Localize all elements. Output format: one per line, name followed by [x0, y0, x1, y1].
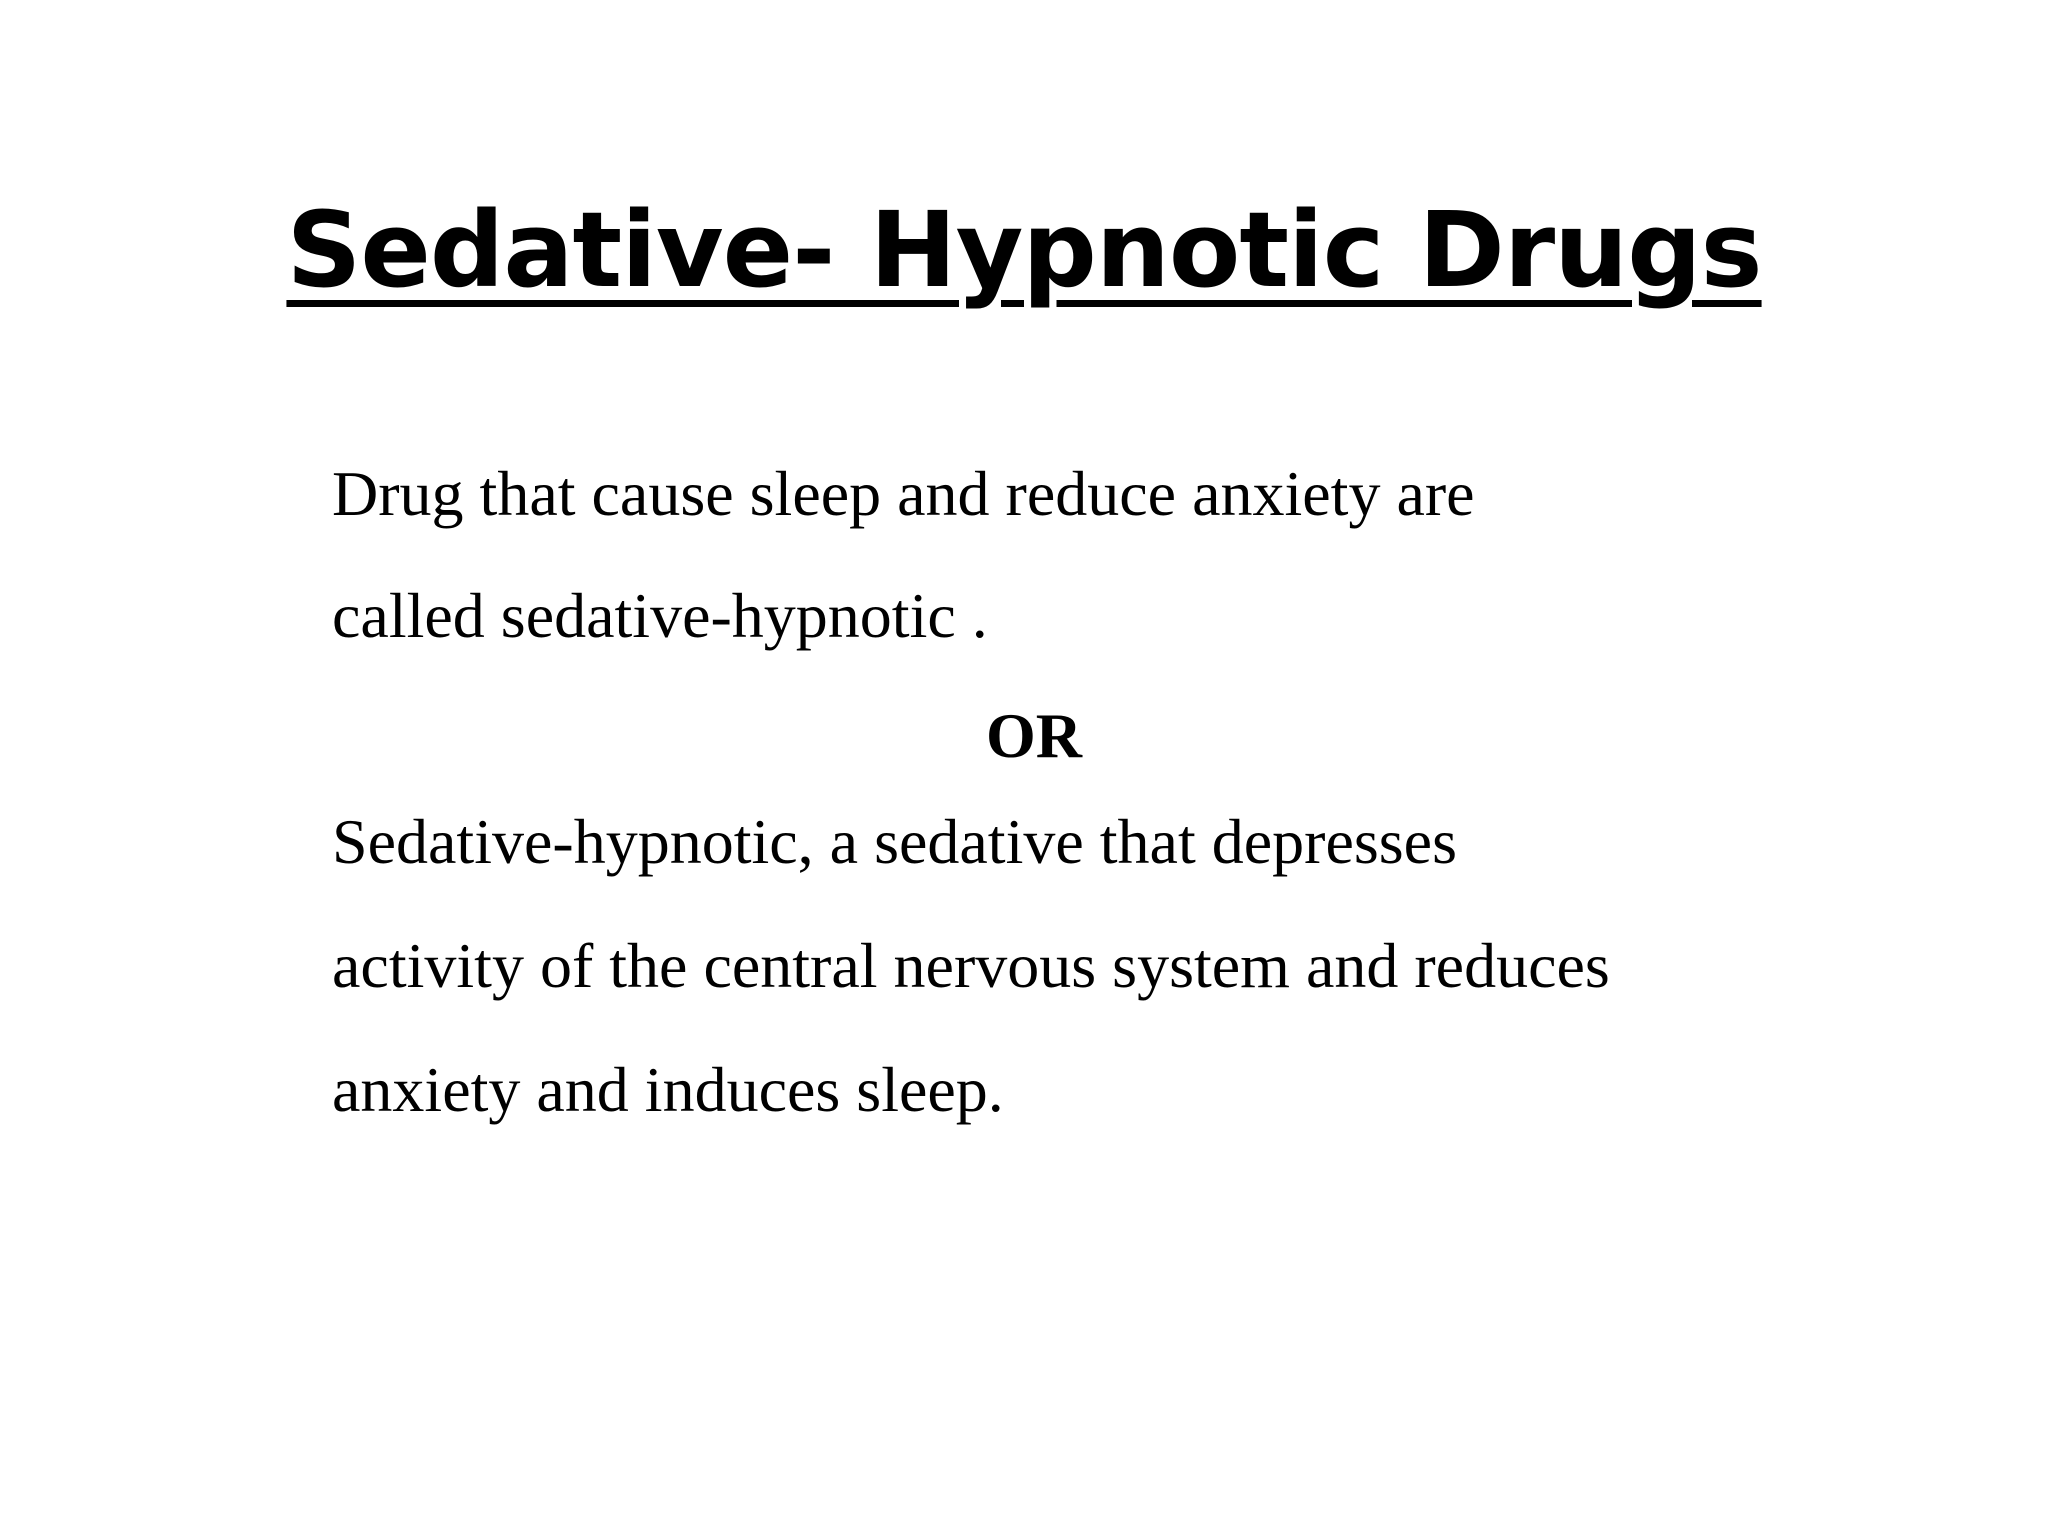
definition-2-line-3: anxiety and induces sleep.: [332, 1054, 1004, 1125]
definition-2-line-2: activity of the central nervous system and reduces: [332, 930, 1610, 1001]
slide-title: Sedative- Hypnotic Drugs: [286, 189, 1762, 311]
definition-1-line-2: called sedative-hypnotic .: [332, 580, 988, 651]
definition-2-line-1: Sedative-hypnotic, a sedative that depresses: [332, 806, 1457, 877]
or-separator: OR: [986, 700, 1082, 771]
definition-1-line-1: Drug that cause sleep and reduce anxiety are: [332, 458, 1475, 529]
